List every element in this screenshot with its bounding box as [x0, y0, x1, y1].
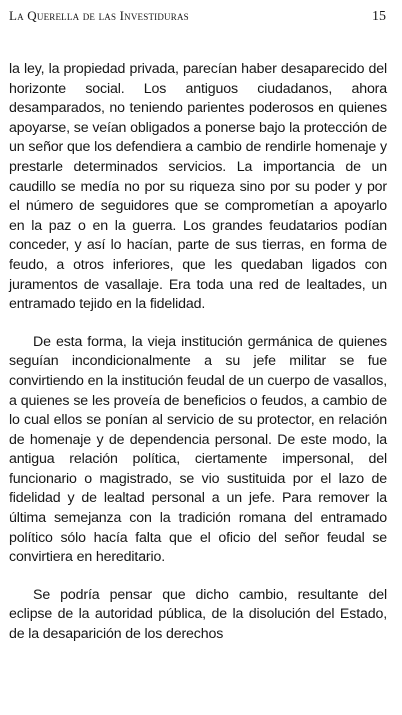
- body-text: [9, 60, 387, 663]
- running-title: La Querella de las Investiduras: [9, 8, 189, 23]
- page-number: 15: [372, 9, 386, 24]
- paragraph-2: De esta forma, la vieja institución germánica de quienes seguían incondicionalmente a su jefe militar se fue convirtiendo en la institución feudal de un cuerpo de vasallos, a quienes se les proveía de beneficios o feudos, a cambio de lo cual ellos se ponían al servicio de su protector, en relación de homenaje y de dependencia personal. De este modo, la antigua relación política, ciertamente impersonal, del funcionario o magistrado, se vio sustituida por el lazo de fidelidad y de lealtad personal a un jefe. Para remover la última semejanza con la tradición romana del entramado político sólo hacía falta que el oficio del señor feudal se convirtiera en hereditario.: [9, 333, 387, 566]
- paragraph-1: la ley, la propiedad privada, parecían haber desaparecido del horizonte social. Los antiguos ciudadanos, ahora desamparados, no teniendo parientes poderosos en quienes apoyarse, se veían obligados a ponerse bajo la protección de un señor que los defendiera a cambio de rendirle homenaje y prestarle determinados servicios. La importancia de un caudillo se medía no por su riqueza sino por su poder y por el número de seguidores que se comprometían a apoyarlo en la paz o en la guerra. Los grandes feudatarios podían conceder, y así lo hacían, parte de sus tierras, en forma de feudo, a otros inferiores, que les quedaban ligados con juramentos de vasallaje. Era toda una red de lealtades, un entramado tejido en la fidelidad.: [9, 61, 387, 313]
- page-header: [9, 8, 386, 26]
- paragraph-3: Se podría pensar que dicho cambio, resultante del eclipse de la autoridad pública, de la disolución del Estado, de la desaparición de los derechos: [9, 586, 387, 643]
